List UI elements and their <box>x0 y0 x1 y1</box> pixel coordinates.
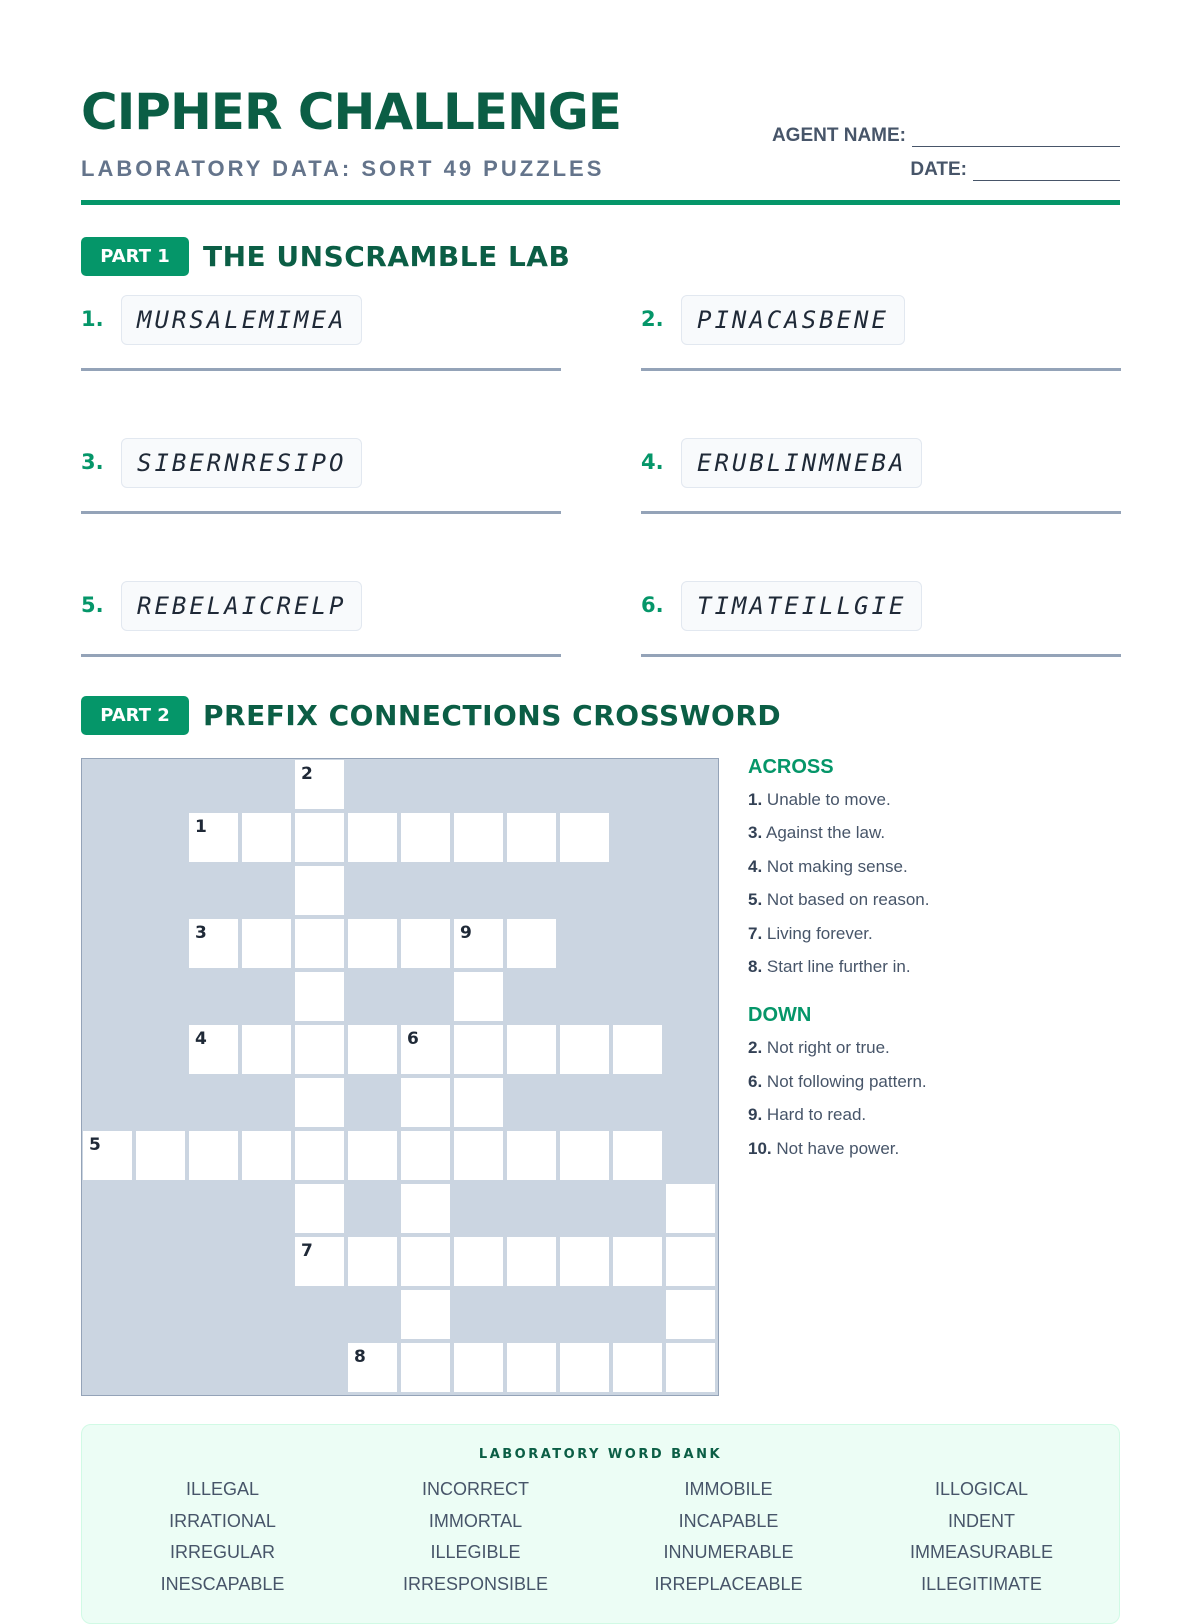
puzzle-number: 1. <box>81 307 104 331</box>
part2-badge: PART 2 <box>81 696 189 735</box>
answer-line[interactable] <box>641 511 1121 514</box>
unscramble-puzzle <box>81 295 561 375</box>
word-bank-item: INCAPABLE <box>678 1511 779 1531</box>
header-divider <box>81 200 1120 205</box>
crossword-cell[interactable] <box>507 1343 556 1392</box>
crossword-cell[interactable] <box>401 813 450 862</box>
crossword-cell[interactable] <box>666 1237 715 1286</box>
across-clue: 7. Living forever. <box>748 923 873 943</box>
crossword-cell[interactable] <box>348 1025 397 1074</box>
answer-line[interactable] <box>81 511 561 514</box>
scrambled-word: PINACASBENE <box>681 295 905 345</box>
crossword-cell[interactable] <box>454 1343 503 1392</box>
down-heading: DOWN <box>748 1004 812 1027</box>
clue-number: 2 <box>301 764 313 784</box>
unscramble-puzzle <box>81 581 561 661</box>
across-clue: 1. Unable to move. <box>748 790 891 809</box>
word-bank-item: ILLEGIBLE <box>430 1542 521 1562</box>
crossword-cell[interactable] <box>295 1184 344 1233</box>
crossword-cell[interactable] <box>507 1131 556 1180</box>
word-bank-item: IRREPLACEABLE <box>654 1574 803 1594</box>
crossword-cell[interactable] <box>189 1025 238 1074</box>
puzzle-number: 5. <box>81 593 104 617</box>
word-bank-item: INNUMERABLE <box>663 1542 794 1562</box>
crossword-cell[interactable] <box>507 1025 556 1074</box>
clue-number: 8 <box>354 1347 366 1367</box>
answer-line[interactable] <box>81 368 561 371</box>
crossword-cell[interactable] <box>560 1343 609 1392</box>
crossword-cell[interactable] <box>613 1131 662 1180</box>
clue-number: 5 <box>89 1135 101 1155</box>
answer-line[interactable] <box>641 368 1121 371</box>
clue-number: 6 <box>407 1029 419 1049</box>
crossword-cell[interactable] <box>242 1131 291 1180</box>
part2-title: PREFIX CONNECTIONS CROSSWORD <box>203 699 782 732</box>
crossword-cell[interactable] <box>454 813 503 862</box>
date-field[interactable] <box>910 159 1120 181</box>
word-bank-item: ILLOGICAL <box>934 1479 1029 1499</box>
scrambled-word: REBELAICRELP <box>121 581 362 631</box>
crossword-cell[interactable] <box>83 1131 132 1180</box>
puzzle-number: 4. <box>641 450 664 474</box>
crossword-cell[interactable] <box>295 866 344 915</box>
part2-heading <box>81 696 781 735</box>
word-bank-item: INDENT <box>948 1511 1015 1531</box>
word-bank-item: IMMOBILE <box>684 1479 773 1499</box>
crossword-cell[interactable] <box>454 1131 503 1180</box>
unscramble-puzzle <box>641 581 1121 661</box>
answer-line[interactable] <box>81 654 561 657</box>
crossword-cell[interactable] <box>295 1078 344 1127</box>
crossword-cell[interactable] <box>613 1025 662 1074</box>
word-bank-item: IRRATIONAL <box>169 1511 276 1531</box>
crossword-cell[interactable] <box>348 1343 397 1392</box>
crossword-cell[interactable] <box>560 813 609 862</box>
crossword-cell[interactable] <box>189 1131 238 1180</box>
word-bank-item: ILLEGAL <box>185 1479 260 1499</box>
word-bank <box>81 1424 1120 1624</box>
date-label: DATE: <box>910 159 967 180</box>
crossword-cell[interactable] <box>295 1025 344 1074</box>
clue-number: 9 <box>460 923 472 943</box>
crossword-cell[interactable] <box>454 919 503 968</box>
across-heading: ACROSS <box>748 756 834 778</box>
agent-name-line[interactable] <box>912 128 1120 147</box>
down-clue: 2. Not right or true. <box>748 1038 890 1058</box>
crossword-cell[interactable] <box>189 813 238 862</box>
crossword-cell[interactable] <box>295 919 344 968</box>
unscramble-puzzle <box>641 295 1121 375</box>
crossword-cell[interactable] <box>348 1237 397 1286</box>
scrambled-word: SIBERNRESIPO <box>121 438 362 488</box>
crossword-clues <box>748 756 1108 1172</box>
across-clue: 5. Not based on reason. <box>748 890 930 910</box>
crossword-grid <box>81 758 719 1396</box>
crossword-cell[interactable] <box>613 1343 662 1392</box>
across-clue: 8. Start line further in. <box>748 956 911 976</box>
crossword-cell[interactable] <box>242 813 291 862</box>
scrambled-word: ERUBLINMNEBA <box>681 438 922 488</box>
crossword-cell[interactable] <box>560 1025 609 1074</box>
word-bank-item: INESCAPABLE <box>160 1574 285 1594</box>
clue-number: 3 <box>195 923 207 943</box>
word-bank-item: IMMEASURABLE <box>909 1542 1054 1562</box>
puzzle-number: 6. <box>641 593 664 617</box>
crossword-cell[interactable] <box>242 919 291 968</box>
crossword-cell[interactable] <box>560 1131 609 1180</box>
puzzle-number: 2. <box>641 307 664 331</box>
word-bank-item: IRRESPONSIBLE <box>402 1574 549 1594</box>
crossword-cell[interactable] <box>401 1078 450 1127</box>
word-bank-item: INCORRECT <box>422 1479 529 1499</box>
crossword-cell[interactable] <box>454 1237 503 1286</box>
word-bank-item: IMMORTAL <box>428 1511 523 1531</box>
crossword-cell[interactable] <box>295 972 344 1021</box>
crossword-cell[interactable] <box>348 919 397 968</box>
unscramble-puzzle <box>81 438 561 518</box>
agent-name-field[interactable] <box>772 125 1120 147</box>
down-clue: 10. Not have power. <box>748 1138 900 1158</box>
crossword-cell[interactable] <box>401 1131 450 1180</box>
part1-title: THE UNSCRAMBLE LAB <box>203 240 571 273</box>
part1-badge: PART 1 <box>81 237 189 276</box>
answer-line[interactable] <box>641 654 1121 657</box>
down-clue: 9. Hard to read. <box>748 1105 867 1125</box>
page-title: CIPHER CHALLENGE <box>81 83 622 141</box>
crossword-cell[interactable] <box>242 1025 291 1074</box>
clue-number: 4 <box>195 1029 207 1049</box>
crossword-cell[interactable] <box>507 813 556 862</box>
crossword-cell[interactable] <box>348 813 397 862</box>
crossword-cell[interactable] <box>507 1237 556 1286</box>
crossword-cell[interactable] <box>295 813 344 862</box>
word-bank-item: IRREGULAR <box>169 1542 276 1562</box>
crossword-cell[interactable] <box>401 1184 450 1233</box>
agent-name-label: AGENT NAME: <box>771 125 906 146</box>
crossword-cell[interactable] <box>401 1290 450 1339</box>
unscramble-puzzle <box>641 438 1121 518</box>
crossword-cell[interactable] <box>295 760 344 809</box>
crossword-cell[interactable] <box>348 1131 397 1180</box>
page-subtitle: LABORATORY DATA: SORT 49 PUZZLES <box>81 156 605 181</box>
crossword-cell[interactable] <box>666 1184 715 1233</box>
crossword-cell[interactable] <box>666 1290 715 1339</box>
crossword-cell[interactable] <box>454 1078 503 1127</box>
crossword-cell[interactable] <box>401 1343 450 1392</box>
across-clue: 3. Against the law. <box>748 823 886 843</box>
crossword-cell[interactable] <box>507 919 556 968</box>
down-clue: 6. Not following pattern. <box>748 1071 927 1091</box>
crossword-cell[interactable] <box>666 1343 715 1392</box>
crossword-cell[interactable] <box>560 1237 609 1286</box>
word-bank-item: ILLEGITIMATE <box>921 1574 1042 1594</box>
clue-number: 7 <box>301 1241 313 1261</box>
crossword-cell[interactable] <box>401 1237 450 1286</box>
crossword-cell[interactable] <box>613 1237 662 1286</box>
crossword-cell[interactable] <box>295 1131 344 1180</box>
crossword-cell[interactable] <box>454 1025 503 1074</box>
crossword-cell[interactable] <box>295 1237 344 1286</box>
crossword-cell[interactable] <box>136 1131 185 1180</box>
part1-heading <box>81 237 570 276</box>
scrambled-word: TIMATEILLGIE <box>681 581 922 631</box>
crossword-cell[interactable] <box>401 1025 450 1074</box>
word-bank-title: LABORATORY WORD BANK <box>478 1447 723 1462</box>
puzzle-number: 3. <box>81 450 104 474</box>
crossword-cell[interactable] <box>401 919 450 968</box>
clue-number: 1 <box>195 817 207 837</box>
across-clue: 4. Not making sense. <box>748 856 908 876</box>
date-line[interactable] <box>973 162 1120 181</box>
scrambled-word: MURSALEMIMEA <box>121 295 362 345</box>
crossword-cell[interactable] <box>454 972 503 1021</box>
crossword-cell[interactable] <box>189 919 238 968</box>
